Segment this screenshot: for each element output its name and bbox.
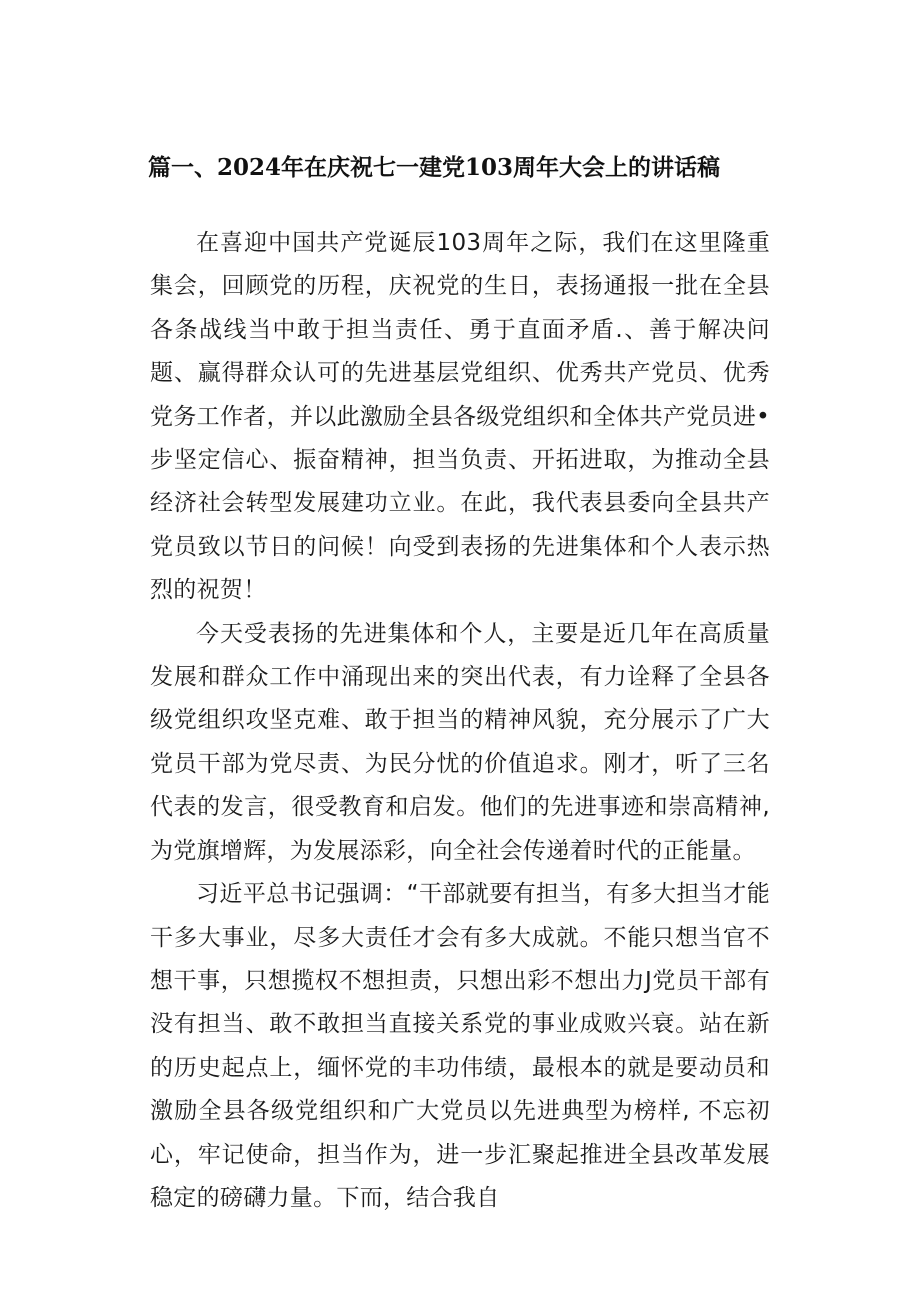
document-title: 篇一、2024年在庆祝七一建党103周年大会上的讲话稿 [148, 154, 721, 181]
document-body [150, 222, 770, 1220]
paragraph-2: 今天受表扬的先进集体和个人，主要是近几年在高质量发展和群众工作中涌现出来的突出代表，有力诠释了全县各级党组织攻坚克难、敢于担当的精神风貌，充分展示了广大党员干部为党尽责、为民分忧的价值追求。刚才，听了三名代表的发言，很受教育和启发。他们的先进事迹和崇高精神, 为党旗增辉，为发展添彩，向全社会传递着时代的正能量。 [150, 620, 770, 864]
paragraph-3: 习近平总书记强调：“干部就要有担当，有多大担当才能干多大事业，尽多大责任才会有多大成就。不能只想当官不想干事，只想揽权不想担责，只想出彩不想出力J党员干部有没有担当、敢不敢担当直接关系党的事业成败兴衰。站在新的历史起点上，缅怀党的丰功伟绩，最根本的就是要动员和激励全县各级党组织和广大党员以先进典型为榜样, 不忘初心，牢记使命，担当作为，进一步汇聚起推进全县改革发展稳定的磅礴力量。下而，结合我自 [150, 881, 770, 1211]
paragraph-1: 在喜迎中国共产党诞辰103周年之际，我们在这里隆重集会，回顾党的历程，庆祝党的生日，表扬通报一批在全县各条战线当中敢于担当责任、勇于直面矛盾.、善于解决问题、赢得群众认可的先进基层党组织、优秀共产党员、优秀党务工作者，并以此激励全县各级党组织和全体共产党员进•步坚定信心、振奋精神，担当负责、开拓进取，为推动全县经济社会转型发展建功立业。在此，我代表县委向全县共产党员致以节日的问候！向受到表扬的先进集体和个人表示热烈的祝贺！ [150, 230, 770, 604]
